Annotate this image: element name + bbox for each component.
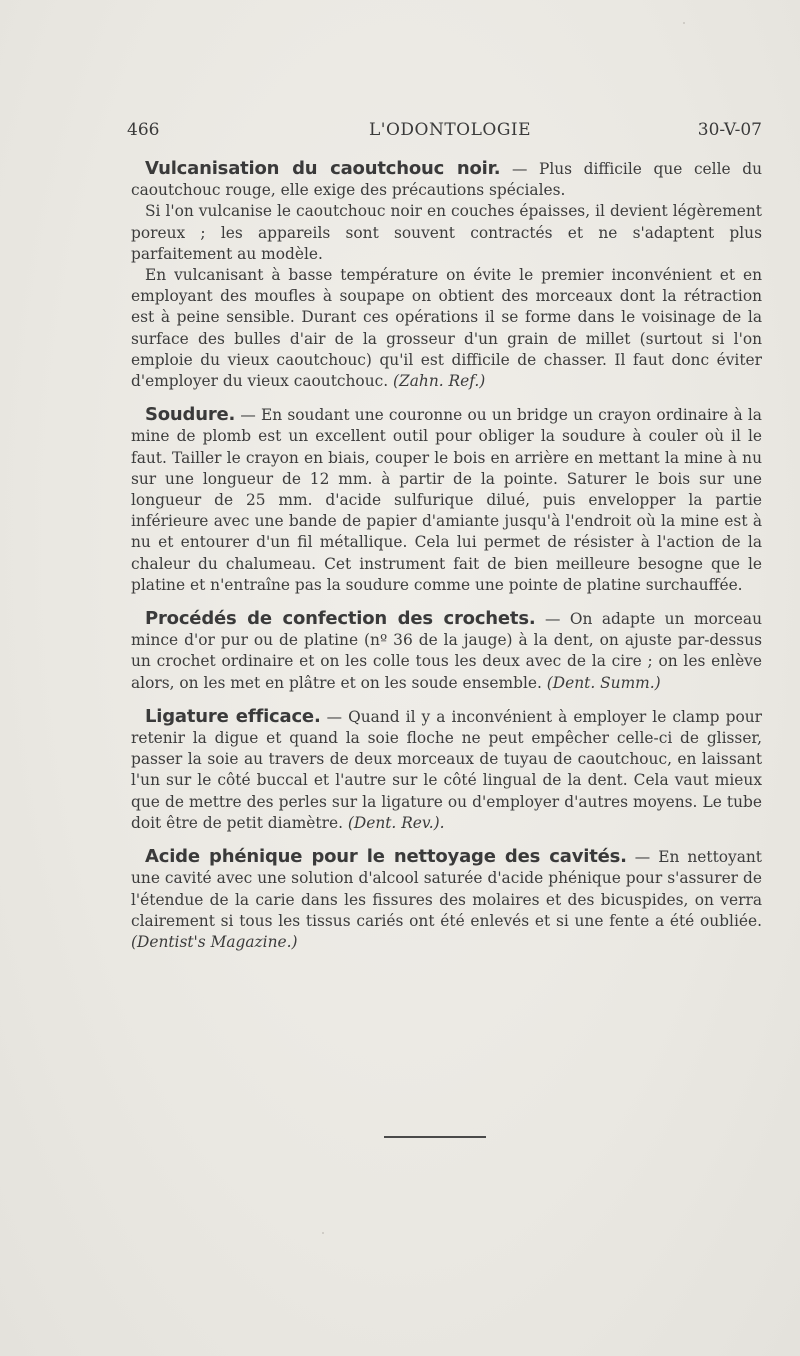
paragraph-text: On adapte un morceau mince d'or pur ou de platine (nº 36 de la jauge) à la dent, on ajuste par-dessus un crochet ordinaire et on les colle tous les deux avec de la cire ; on les enlève alors, on les met en plâtre et on les soude ensemble. — [131, 610, 762, 692]
paragraph-text: En vulcanisant à basse température on évite le premier inconvénient et en employant des moufles à soupape on obtient des morceaux dont la rétraction est à peine sensible. Durant ces opérations il se forme dans le voisinage de la surface des bulles d'air de la grosseur d'un grain de millet (surtout si l'on emploie du vieux caoutchouc) qu'il est difficile de chasser. Il faut donc éviter d'employer du vieux caoutchouc. — [131, 266, 762, 391]
section-crochets — [131, 608, 762, 694]
source-citation: (Dentist's Magazine.) — [131, 932, 298, 951]
page-number: 466 — [127, 120, 160, 140]
section-acide-phenique — [131, 846, 762, 953]
journal-title: L'ODONTOLOGIE — [369, 120, 532, 140]
closing-rule — [384, 1136, 486, 1138]
paragraph — [131, 404, 762, 596]
running-header — [127, 120, 762, 144]
section-heading: Soudure. — [145, 404, 236, 426]
section-vulcanisation — [131, 158, 762, 392]
source-citation: (Zahn. Ref.) — [393, 372, 486, 391]
section-ligature — [131, 706, 762, 834]
heading-dash: — — [235, 406, 261, 425]
section-soudure — [131, 404, 762, 596]
paragraph-text: En soudant une couronne ou un bridge un crayon ordinaire à la mine de plomb est un excellent outil pour obliger la soudure à couler où il le faut. Tailler le crayon en biais, couper le bois en arrière en mettant la mine à nu sur une longueur de 12 mm. à partir de la pointe. Saturer le bois sur une longueur de 25 mm. d'acide sulfurique dilué, puis envelopper la partie inférieure avec une bande de papier d'amiante jusqu'à l'endroit où la mine est à nu et entourer d'un fil métallique. Cela lui permet de résister à l'action de la chaleur du chalumeau. Cet instrument fait de bien meilleure besogne que le platine et n'entraîne pas la soudure comme une pointe de platine surchauffée. — [131, 406, 762, 594]
source-citation: (Dent. Summ.) — [546, 673, 661, 692]
section-heading: Procédés de confection des crochets. — [145, 608, 536, 630]
article-body — [131, 158, 762, 965]
paragraph — [131, 158, 762, 201]
issue-date: 30-V-07 — [697, 120, 762, 140]
paragraph — [131, 706, 762, 834]
paragraph — [131, 608, 762, 694]
source-citation: (Dent. Rev.). — [347, 813, 445, 832]
heading-dash: — — [500, 160, 539, 178]
heading-dash: — — [535, 610, 570, 629]
paragraph-text: Plus difficile que celle du caoutchouc rouge, elle exige des précautions spéciales. — [131, 160, 762, 200]
paragraph — [131, 846, 762, 953]
paragraph — [131, 201, 762, 265]
section-heading: Acide phénique pour le nettoyage des cavités. — [145, 846, 627, 868]
section-heading: Vulcanisation du caoutchouc noir. — [145, 158, 501, 179]
paragraph-text: Quand il y a inconvénient à employer le clamp pour retenir la digue et quand la soie floche ne peut empêcher celle-ci de glisser, passer la soie au travers de deux morceaux de tuyau de caoutchouc, en laissant l'un sur le côté buccal et l'autre sur le côté lingual de la dent. Cela vaut mieux que de mettre des perles sur la ligature ou d'employer d'autres moyens. Le tube doit être de petit diamètre. — [131, 707, 762, 832]
paragraph — [131, 265, 762, 392]
paragraph-text: Si l'on vulcanise le caoutchouc noir en couches épaisses, il devient légèrement poreux ; les appareils sont souvent contractés et ne s'adaptent plus parfaitement au modèle. — [131, 202, 762, 263]
heading-dash: — — [626, 848, 659, 867]
paragraph-text: En nettoyant une cavité avec une solution d'alcool saturée d'acide phénique pour s'assurer de l'étendue de la carie dans les fissures des molaires et des bicuspides, on verra clairement si tous les tissus cariés ont été enlevés et si une fente a été oubliée. — [131, 848, 762, 930]
heading-dash: — — [320, 707, 349, 726]
paper-speck — [683, 22, 685, 24]
section-heading: Ligature efficace. — [145, 705, 321, 727]
paper-speck — [322, 1232, 324, 1234]
